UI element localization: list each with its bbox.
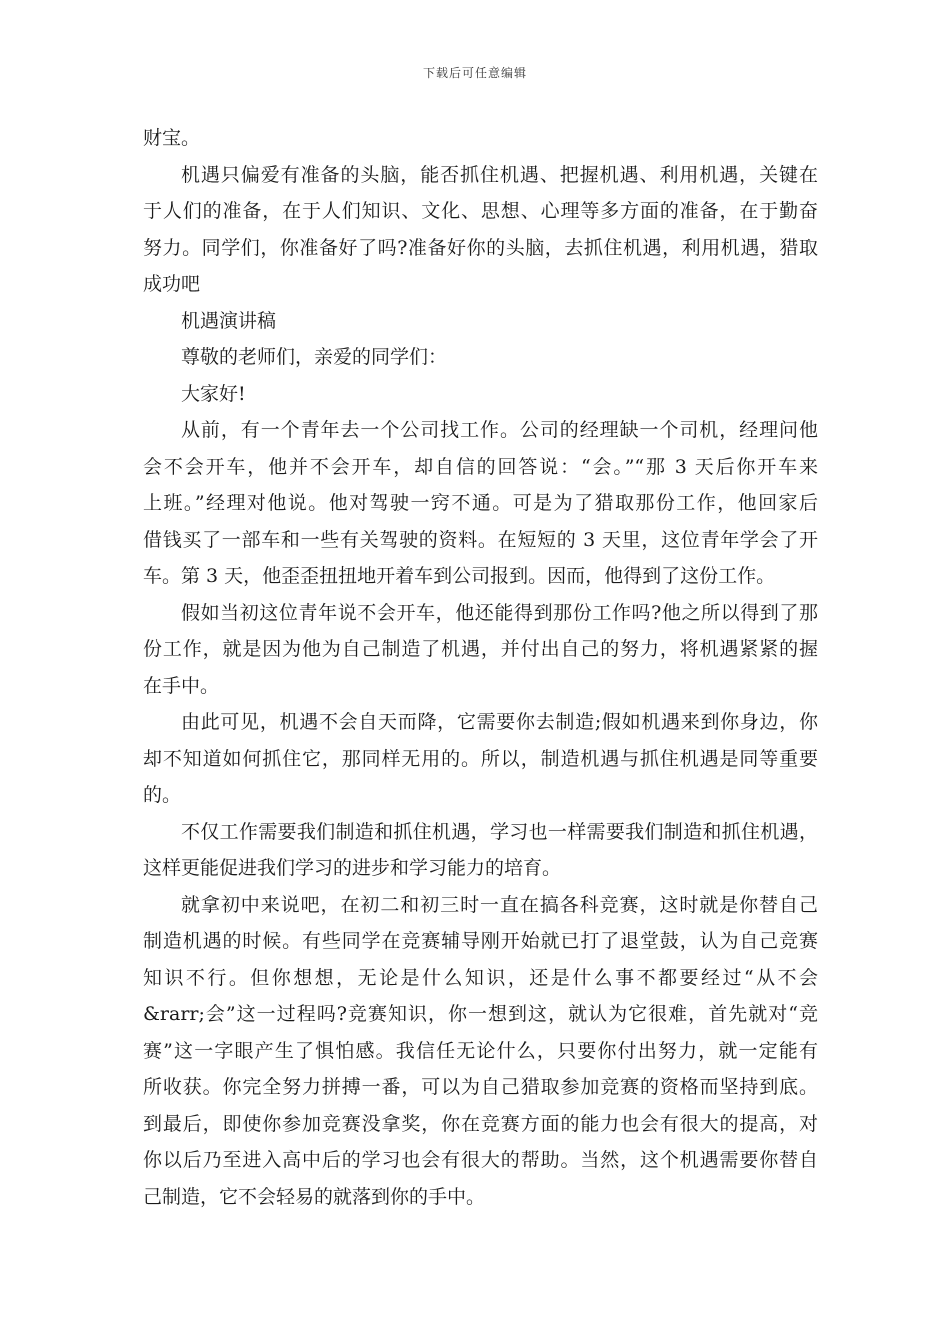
text-line: 己制造，它不会轻易的就落到你的手中。 [143,1185,486,1208]
page-header-note: 下载后可任意编辑 [422,66,527,80]
text-line: 不仅工作需要我们制造和抓住机遇，学习也一样需要我们制造和抓住机遇， [181,820,818,843]
text-line: 假如当初这位青年说不会开车，他还能得到那份工作吗?他之所以得到了那 [181,601,818,624]
text-line: 所收获。你完全努力拼搏一番，可以为自己猎取参加竞赛的资格而坚持到底。 [143,1076,818,1098]
text-line: 这样更能促进我们学习的进步和学习能力的培育。 [143,857,562,879]
text-line: 你以后乃至进入高中后的学习也会有很大的帮助。当然，这个机遇需要你替自 [143,1149,818,1171]
salutation: 尊敬的老师们，亲爱的同学们： [181,346,448,368]
text-line: 到最后，即使你参加竞赛没拿奖，你在竞赛方面的能力也会有很大的提高，对 [143,1112,818,1135]
section-title: 机遇演讲稿 [181,309,277,332]
text-line: 机遇只偏爱有准备的头脑，能否抓住机遇、把握机遇、利用机遇，关键在 [181,163,818,186]
text-line: 从前，有一个青年去一个公司找工作。公司的经理缺一个司机，经理问他 [181,419,818,441]
text-line: 成功吧 [143,273,201,295]
text-line: 由此可见，机遇不会自天而降，它需要你去制造;假如机遇来到你身边，你 [181,711,818,733]
text-line: 制造机遇的时候。有些同学在竞赛辅导刚开始就已打了退堂鼓，认为自己竞赛 [143,930,818,952]
text-line: 知识不行。但你想想，无论是什么知识，还是什么事不都要经过“从不会 [143,966,818,989]
text-line: 借钱买了一部车和一些有关驾驶的资料。在短短的 3 天里，这位青年学会了开 [143,528,818,551]
text-line: &rarr;会”这一过程吗?竞赛知识，你一想到这，就认为它很难，首先就对“竞 [143,1003,818,1025]
text-line: 会不会开车，他并不会开车，却自信的回答说：“会。”“那 3 天后你开车来 [143,455,818,478]
text-line: 上班。”经理对他说。他对驾驶一窍不通。可是为了猎取那份工作，他回家后 [143,492,818,514]
text-line: 却不知道如何抓住它，那同样无用的。所以，制造机遇与抓住机遇是同等重要 [143,747,818,770]
text-line: 赛”这一字眼产生了惧怕感。我信任无论什么，只要你付出努力，就一定能有 [143,1039,818,1062]
text-line: 在手中。 [143,674,220,697]
text-line: 就拿初中来说吧，在初二和初三时一直在搞各科竞赛，这时就是你替自己 [181,893,818,916]
text-line: 份工作，就是因为他为自己制造了机遇，并付出自己的努力，将机遇紧紧的握 [143,638,818,660]
text-line: 努力。同学们，你准备好了吗?准备好你的头脑，去抓住机遇，利用机遇，猎取 [143,236,818,259]
document-body [143,120,818,1215]
text-line: 财宝。 [143,127,201,149]
text-line: 车。第 3 天，他歪歪扭扭地开着车到公司报到。因而，他得到了这份工作。 [143,565,776,587]
text-line: 的。 [143,784,182,806]
text-line: 于人们的准备，在于人们知识、文化、思想、心理等多方面的准备，在于勤奋 [143,200,818,222]
greeting: 大家好! [181,382,246,405]
